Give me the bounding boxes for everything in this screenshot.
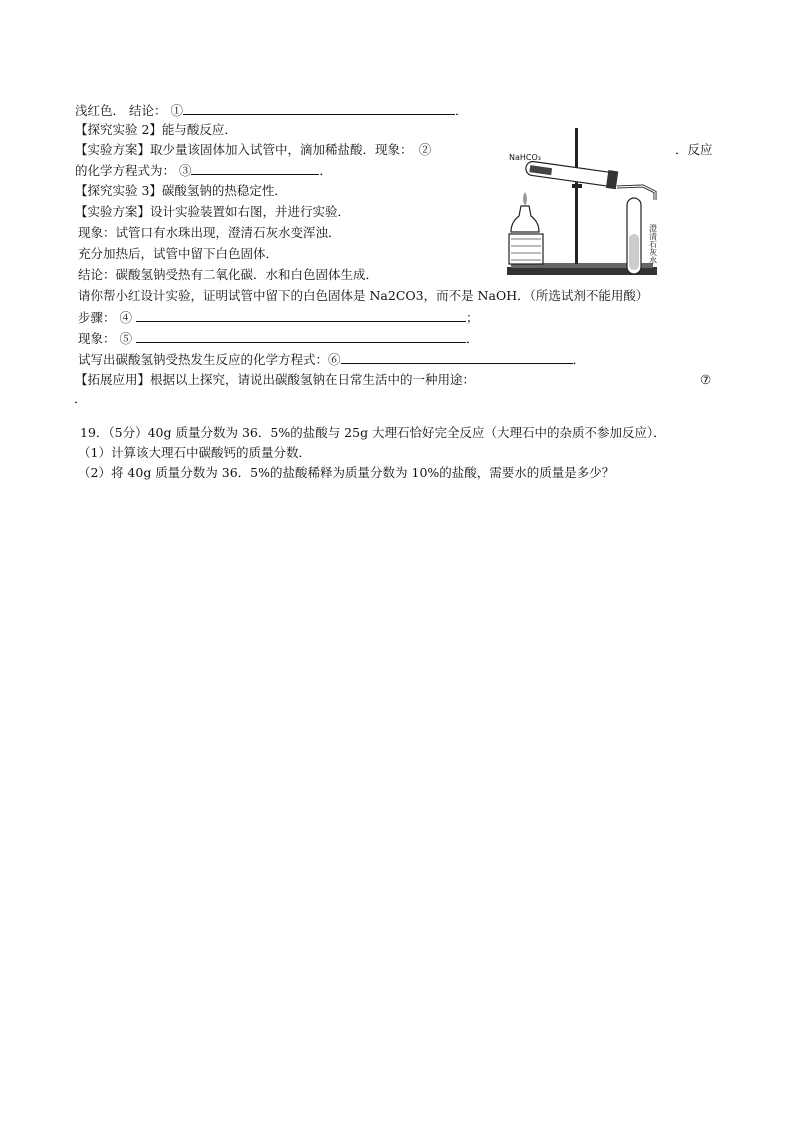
trailing-period	[74, 390, 87, 408]
line-text: 【实验方案】取少量该固体加入试管中，滴加稀盐酸．现象： ②	[75, 142, 432, 157]
experiment-2-heading	[75, 121, 237, 139]
test-tube	[525, 159, 619, 190]
line-text: ．	[572, 352, 586, 367]
line-text: ．反应	[675, 142, 713, 157]
answer-blank-3[interactable]	[191, 161, 319, 175]
q19-part1	[78, 444, 311, 462]
phenomenon-5-line	[78, 329, 478, 348]
line-text: （2）将 40g 质量分数为 36．5%的盐酸稀释为质量分数为 10%的盐酸，需要水的质量是多少？	[78, 465, 615, 480]
line-text: ⑦	[700, 372, 712, 387]
flame-icon	[523, 192, 527, 206]
equation-line-6	[78, 350, 585, 369]
equation-line-3	[75, 161, 332, 180]
conclusion-3-line	[78, 266, 378, 284]
q19-stem	[80, 424, 666, 442]
line-text: 【探究实验 3】碳酸氢钠的热稳定性．	[75, 183, 287, 198]
line-text: 请你帮小红设计实验，证明试管中留下的白色固体是 Na2CO3，而不是 NaOH．（所选试剂不能用酸）	[78, 288, 649, 303]
label-limewater-text: 澄清石灰水	[648, 224, 658, 264]
limewater-liquid	[629, 234, 639, 270]
line-text: 现象：试管口有水珠出现，澄清石灰水变浑浊．	[78, 225, 341, 240]
line-text: ．	[319, 163, 332, 178]
design-task-line	[78, 287, 648, 305]
application-line	[75, 371, 475, 389]
circled-seven	[700, 371, 711, 389]
line-text: 现象： ⑤	[78, 331, 132, 346]
line-text: ．	[74, 391, 87, 406]
alcohol-lamp	[511, 206, 539, 232]
line-text: （1）计算该大理石中碳酸钙的质量分数．	[78, 445, 311, 460]
experiment-3-heading	[75, 182, 287, 200]
line-text: 【探究实验 2】能与酸反应．	[75, 122, 237, 137]
line-text: 【实验方案】设计实验装置如右图，并进行实验．	[75, 204, 351, 219]
after-heating-line	[78, 245, 278, 263]
line-text: 的化学方程式为： ③	[75, 163, 192, 178]
line-text: 19．（5分）40g 质量分数为 36．5%的盐酸与 25g 大理石恰好完全反应（大理石中的杂质不参加反应）．	[80, 425, 666, 440]
q19-part2	[78, 464, 614, 482]
label-reagent: NaHCO₃	[509, 153, 541, 162]
line-text: 结论：碳酸氢钠受热有二氧化碳．水和白色固体生成．	[78, 267, 379, 282]
line-text: 步骤： ④	[78, 310, 132, 325]
line-text: ；	[465, 310, 479, 325]
answer-blank-5[interactable]	[136, 329, 466, 343]
label-limewater	[649, 223, 658, 264]
line-text: ．	[454, 103, 468, 118]
answer-blank-4[interactable]	[136, 308, 466, 322]
phenomenon-line	[78, 224, 341, 242]
experiment-3-plan	[75, 203, 350, 221]
heating-apparatus-figure	[503, 124, 723, 279]
stand-rod	[575, 128, 578, 264]
line-text: 充分加热后，试管中留下白色固体．	[78, 246, 279, 261]
steps-line	[78, 308, 478, 327]
line-text: 试写出碳酸氢钠受热发生反应的化学方程式：⑥	[78, 352, 341, 367]
answer-blank-6[interactable]	[341, 350, 573, 364]
experiment-2-plan	[75, 141, 431, 159]
line-text: ．	[465, 331, 479, 346]
clamp-lower	[572, 184, 582, 188]
conclusion-line	[75, 101, 467, 120]
answer-blank-1[interactable]	[183, 101, 455, 115]
line-text: 浅红色． 结论： ①	[75, 103, 183, 118]
line-text: 【拓展应用】根据以上探究，请说出碳酸氢钠在日常生活中的一种用途：	[75, 372, 476, 387]
